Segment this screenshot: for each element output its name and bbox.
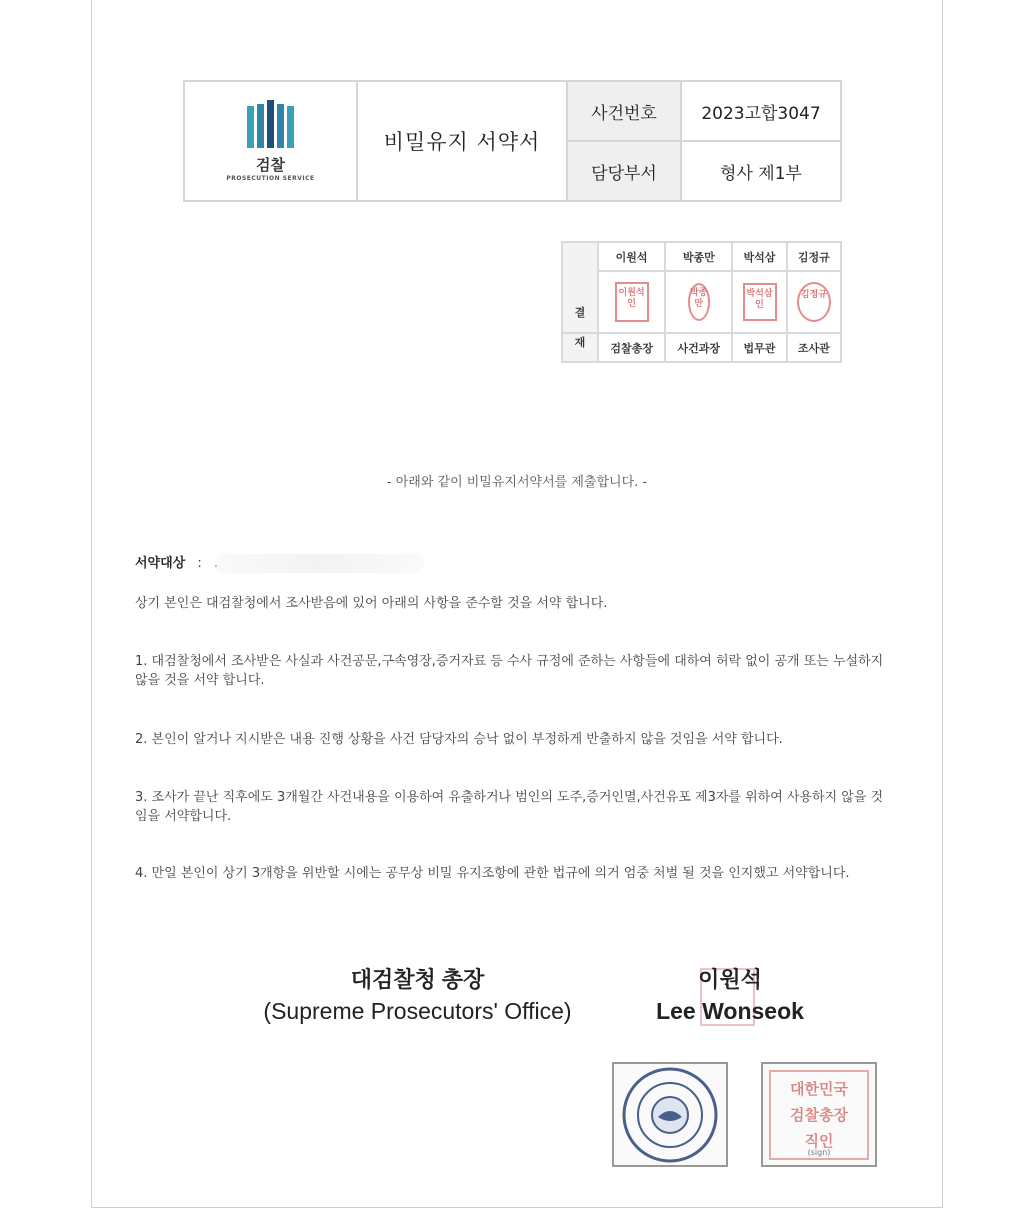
subject-separator: : <box>197 556 202 571</box>
ministry-of-justice-seal-icon <box>612 1062 728 1167</box>
document-title: 비밀유지 서약서 <box>357 81 567 201</box>
approver-stamp: 박석삼인 <box>732 271 786 333</box>
org-name-ko: 대검찰청 총장 <box>350 967 485 992</box>
approver-name: 이원석 <box>598 242 665 271</box>
pledge-item: 1. 대검찰청에서 조사받은 사실과 사건공문,구속영장,증거자료 등 수사 규정에 준하는 사항들에 대하여 허락 없이 공개 또는 누설하지 않을 것을 서약 합니다. <box>135 654 884 688</box>
pledge-item: 3. 조사가 끝난 직후에도 3개월간 사건내용을 이용하여 유출하거나 범인의 도주,증거인멸,사건유포 제3자를 위하여 사용하지 않을 것임을 서약합니다. <box>135 790 884 824</box>
subject-value-redacted: . <box>214 554 424 573</box>
approver-title: 조사관 <box>787 333 841 362</box>
department-value: 형사 제1부 <box>681 141 841 201</box>
approver-name: 박종만 <box>665 242 732 271</box>
logo-cell <box>184 81 357 201</box>
approver-stamp: 이원석인 <box>598 271 665 333</box>
subject-label: 서약대상 <box>135 556 186 571</box>
prosecutor-general-seal-icon: 대한민국 검찰총장 직인 (sign) <box>761 1062 877 1167</box>
department-label: 담당부서 <box>567 141 681 201</box>
approval-table <box>561 241 842 363</box>
approver-name: 박석삼 <box>732 242 786 271</box>
approver-name: 김정규 <box>787 242 841 271</box>
statement: 상기 본인은 대검찰청에서 조사받음에 있어 아래의 사항을 준수할 것을 서약 합니다. <box>135 596 608 611</box>
approval-side-label-bottom: 재 <box>562 333 598 362</box>
seal-caption: (sign) <box>807 1148 831 1157</box>
approver-stamp: 박종만 <box>665 271 732 333</box>
logo-subtext: PROSECUTION SERVICE <box>226 175 315 182</box>
signer-name-en: Lee Wonseok <box>656 998 804 1024</box>
approval-side-label-top: 결 <box>562 242 598 333</box>
intro-line: - 아래와 같이 비밀유지서약서를 제출합니다. - <box>386 475 648 490</box>
approver-title: 사건과장 <box>665 333 732 362</box>
approver-stamp: 김정규 <box>787 271 841 333</box>
approver-title: 법무관 <box>732 333 786 362</box>
pledge-item: 4. 만일 본인이 상기 3개항을 위반할 시에는 공무상 비밀 유지조항에 관한 법규에 의거 엄중 처벌 될 것을 인지했고 서약합니다. <box>135 866 850 881</box>
signer-name-ko: 이원석 <box>698 967 762 992</box>
case-number-label: 사건번호 <box>567 81 681 141</box>
subject-row <box>135 554 895 573</box>
case-number-value: 2023고합3047 <box>681 81 841 141</box>
org-name-en: (Supreme Prosecutors' Office) <box>263 998 572 1024</box>
header-table <box>183 80 842 202</box>
approver-title: 검찰총장 <box>598 333 665 362</box>
prosecution-logo-icon <box>185 100 356 148</box>
pledge-item: 2. 본인이 알거나 지시받은 내용 진행 상황을 사건 담당자의 승낙 없이 부정하게 반출하지 않을 것임을 서약 합니다. <box>135 732 783 747</box>
logo-text: 검찰 <box>256 156 285 174</box>
